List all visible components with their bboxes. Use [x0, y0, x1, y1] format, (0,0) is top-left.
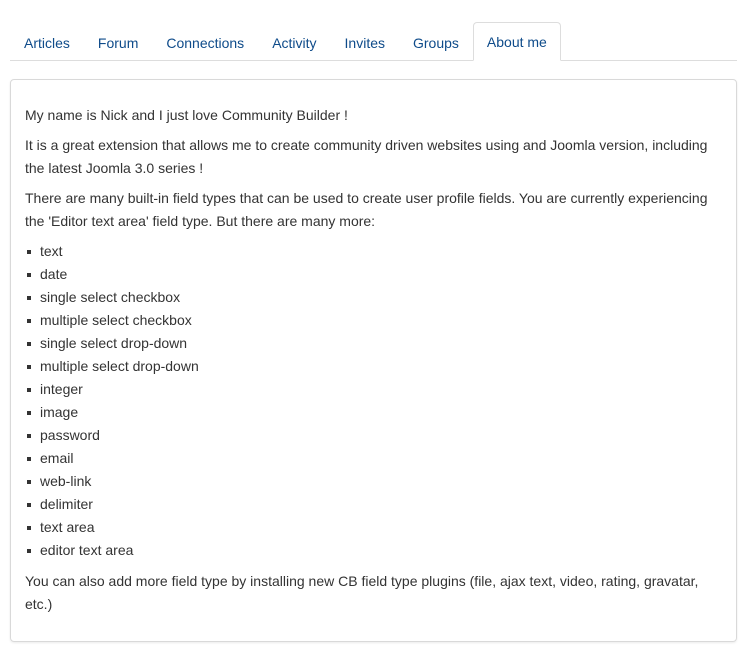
bullet-icon — [27, 388, 31, 392]
list-item — [25, 378, 722, 401]
profile-tabs — [10, 11, 737, 61]
bullet-icon — [27, 480, 31, 484]
bullet-icon — [27, 411, 31, 415]
tab-about-me[interactable]: About me — [473, 22, 561, 61]
intro-paragraph: My name is Nick and I just love Community Builder ! — [25, 107, 348, 123]
list-item-label: text area — [40, 519, 95, 535]
list-item-label: password — [40, 427, 100, 443]
bullet-icon — [27, 365, 31, 369]
list-item-label: date — [40, 266, 68, 282]
list-item — [25, 332, 722, 355]
plugins-paragraph: You can also add more field type by installing new CB field type plugins (file, ajax text, video, rating, gravatar, etc.) — [25, 573, 699, 612]
bullet-icon — [27, 526, 31, 530]
list-item — [25, 539, 722, 562]
list-item — [25, 309, 722, 332]
list-item — [25, 263, 722, 286]
extension-paragraph: It is a great extension that allows me to create community driven websites using and Joomla version, including the latest Joomla 3.0 series ! — [25, 137, 708, 176]
list-item — [25, 493, 722, 516]
tab-forum[interactable]: Forum — [97, 34, 139, 51]
bullet-icon — [27, 342, 31, 346]
list-item — [25, 470, 722, 493]
list-item-label: multiple select checkbox — [40, 312, 192, 328]
list-item-label: integer — [40, 381, 83, 397]
list-item — [25, 286, 722, 309]
list-item — [25, 401, 722, 424]
list-item — [25, 240, 722, 263]
bullet-icon — [27, 434, 31, 438]
field-types-paragraph: There are many built-in field types that can be used to create user profile fields. You are currently experiencing the 'Editor text area' field type. But there are many more: — [25, 190, 708, 229]
tab-connections[interactable]: Connections — [166, 34, 245, 51]
tab-articles[interactable]: Articles — [24, 34, 70, 51]
tab-activity[interactable]: Activity — [272, 34, 317, 51]
list-item-label: image — [40, 404, 79, 420]
tab-invites[interactable]: Invites — [344, 34, 385, 51]
bullet-icon — [27, 250, 31, 254]
bullet-icon — [27, 549, 31, 553]
list-item-label: editor text area — [40, 542, 134, 558]
about-me-panel — [10, 79, 737, 642]
list-item-label: email — [40, 450, 74, 466]
list-item-label: single select checkbox — [40, 289, 181, 305]
list-item — [25, 447, 722, 470]
field-types-list — [25, 240, 722, 562]
list-item — [25, 355, 722, 378]
bullet-icon — [27, 273, 31, 277]
list-item-label: single select drop-down — [40, 335, 188, 351]
list-item — [25, 424, 722, 447]
bullet-icon — [27, 319, 31, 323]
list-item — [25, 516, 722, 539]
list-item-label: delimiter — [40, 496, 93, 512]
list-item-label: web-link — [40, 473, 92, 489]
list-item-label: text — [40, 243, 63, 259]
bullet-icon — [27, 503, 31, 507]
tab-groups[interactable]: Groups — [413, 34, 459, 51]
bullet-icon — [27, 457, 31, 461]
list-item-label: multiple select drop-down — [40, 358, 199, 374]
bullet-icon — [27, 296, 31, 300]
